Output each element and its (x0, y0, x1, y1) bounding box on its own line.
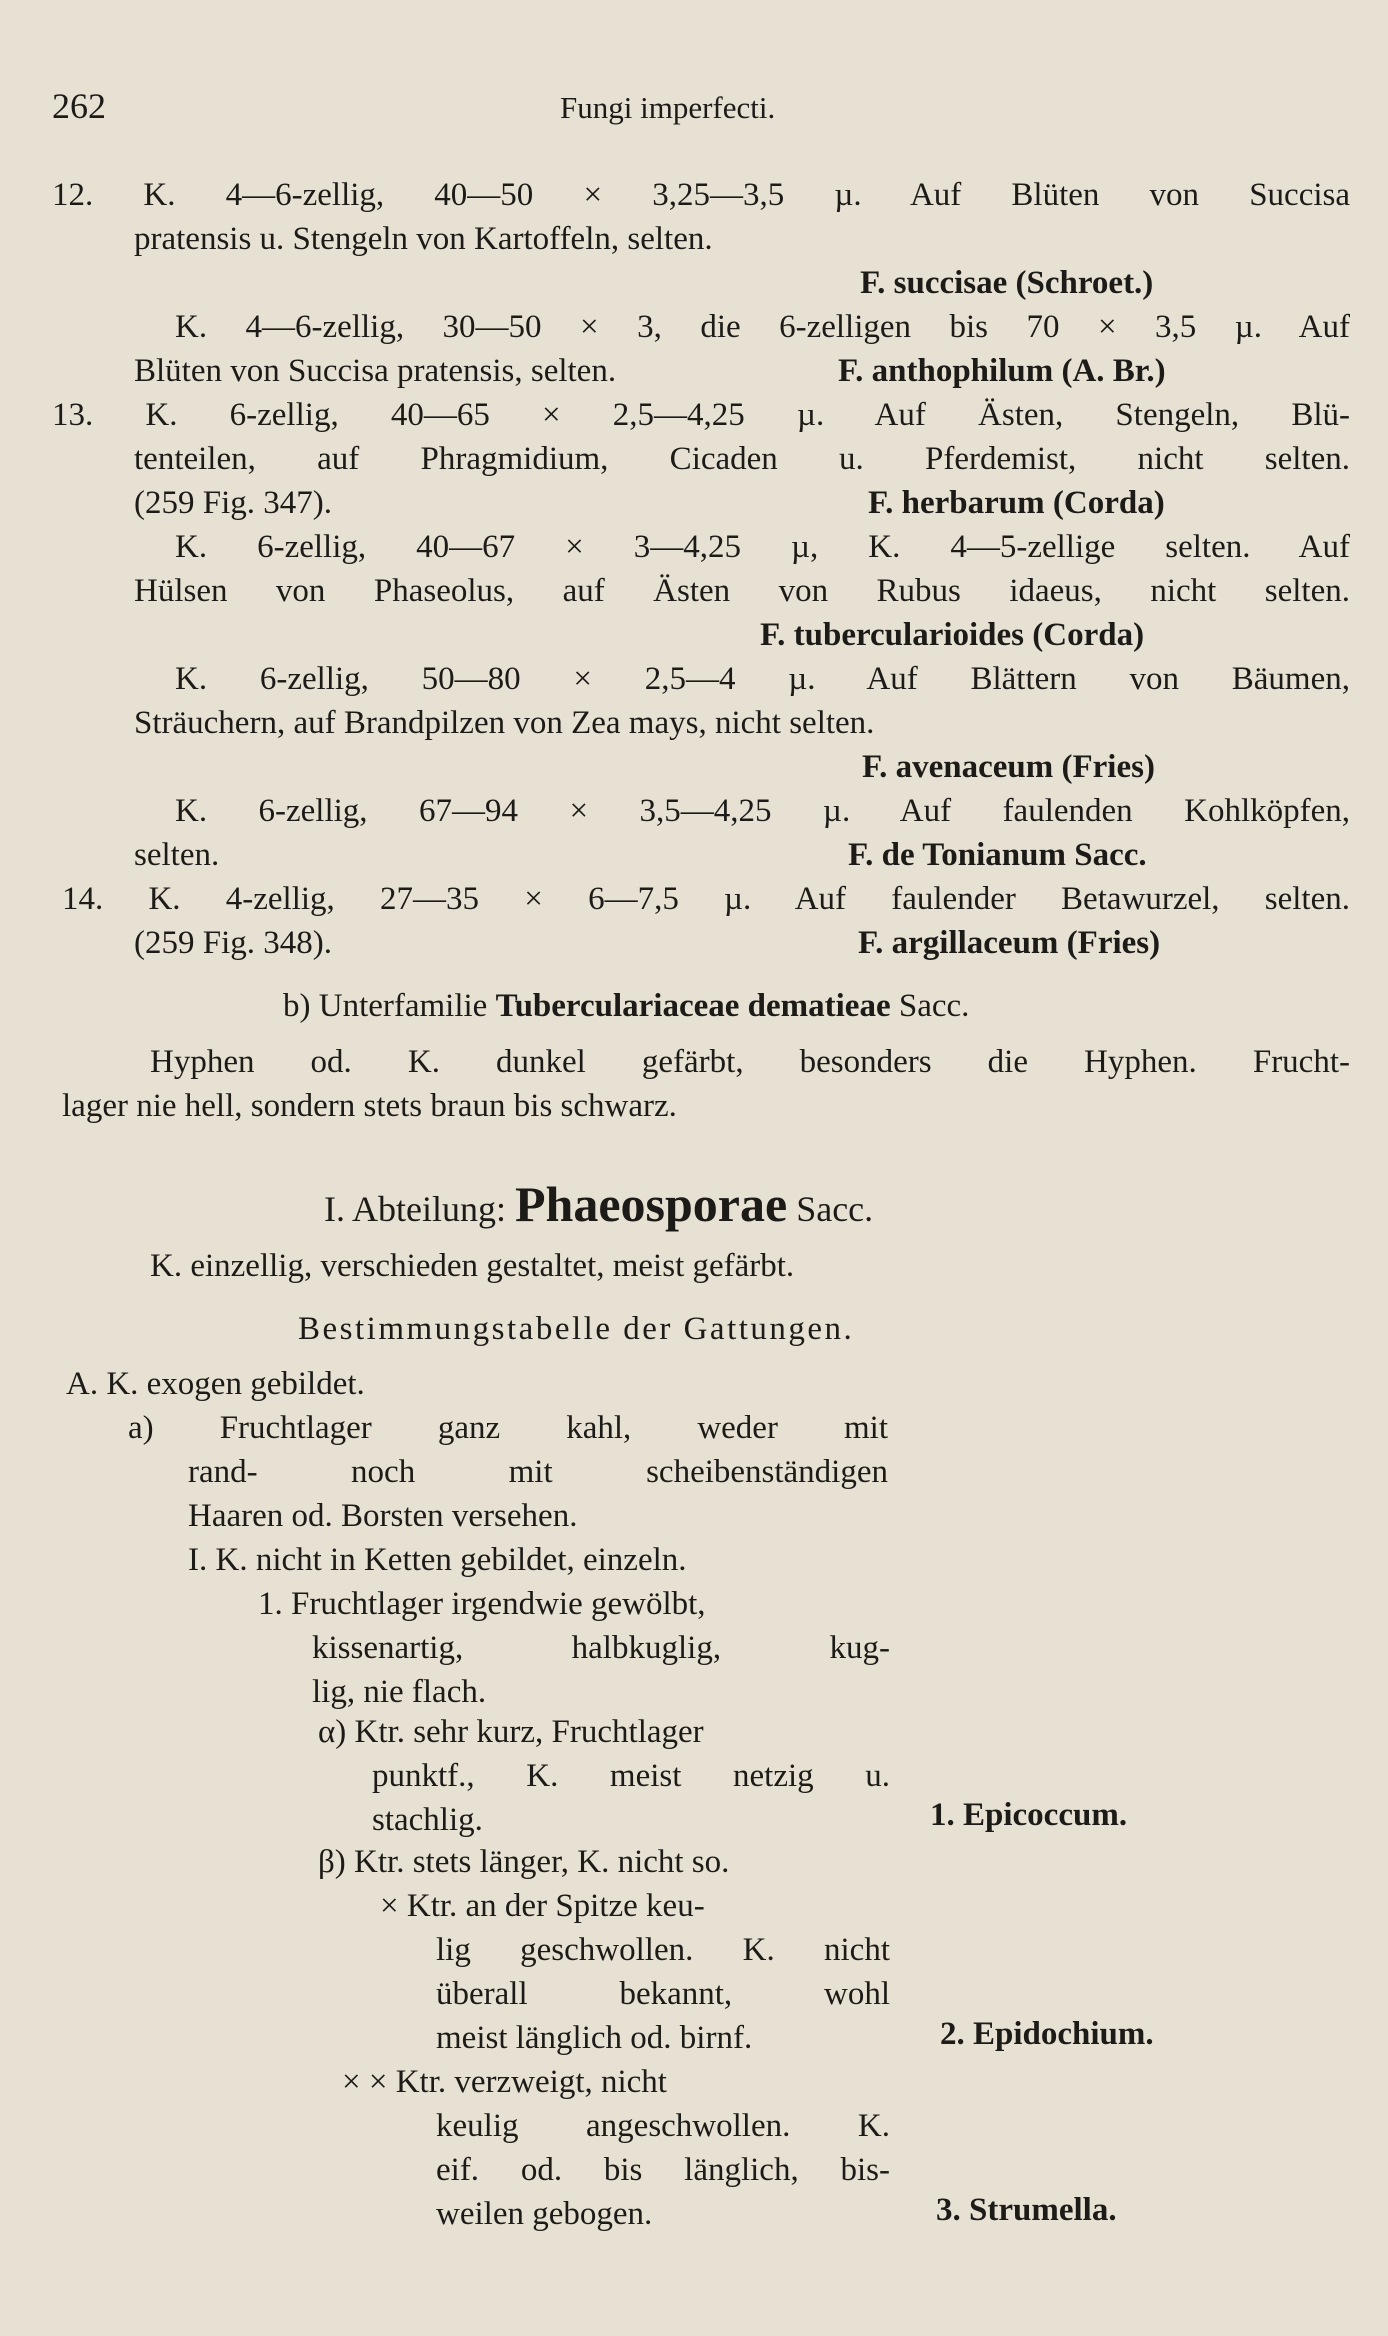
entry-line: Blüten von Succisa pratensis, selten. (134, 353, 617, 389)
species-name: F. argillaceum (Fries) (858, 925, 1161, 961)
entry-line: (259 Fig. 347). (134, 485, 332, 521)
entry-line: Hülsen von Phaseolus, auf Ästen von Rubus idaeus, nicht selten. (134, 573, 1350, 609)
key-line: × Ktr. an der Spitze keu- (380, 1888, 705, 1924)
species-name: F. avenaceum (Fries) (862, 749, 1155, 785)
division-name: Phaeosporae (515, 1176, 788, 1232)
entry-line: 12. K. 4—6-zellig, 40—50 × 3,25—3,5 µ. Auf Blüten von Succisa (52, 177, 1350, 213)
subfamily-desc: lager nie hell, sondern stets braun bis schwarz. (62, 1088, 677, 1124)
page-number: 262 (52, 86, 106, 126)
subfamily-prefix: b) Unterfamilie (283, 988, 488, 1024)
key-line: punktf., K. meist netzig u. (372, 1758, 890, 1794)
key-line: a) Fruchtlager ganz kahl, weder mit (128, 1410, 888, 1446)
genus-name: 2. Epidochium. (940, 2016, 1154, 2052)
key-line: × × Ktr. verzweigt, nicht (342, 2064, 667, 2100)
key-line: weilen gebogen. (436, 2196, 653, 2232)
genus-name: 1. Epicoccum. (930, 1797, 1128, 1833)
species-name: F. herbarum (Corda) (868, 485, 1165, 521)
subfamily-heading (283, 986, 969, 1026)
entry-line: 14. K. 4-zellig, 27—35 × 6—7,5 µ. Auf faulender Betawurzel, selten. (62, 881, 1350, 917)
key-line: meist länglich od. birnf. (436, 2020, 753, 2056)
entry-line: 13. K. 6-zellig, 40—65 × 2,5—4,25 µ. Auf Ästen, Stengeln, Blü- (52, 397, 1350, 433)
key-line: I. K. nicht in Ketten gebildet, einzeln. (188, 1542, 687, 1578)
entry-line: selten. (134, 837, 220, 873)
key-line: Haaren od. Borsten versehen. (188, 1498, 578, 1534)
subfamily-name: Tuberculariaceae dematieae (495, 988, 891, 1024)
key-line: kissenartig, halbkuglig, kug- (312, 1630, 890, 1666)
key-line: eif. od. bis länglich, bis- (436, 2152, 890, 2188)
entry-line: K. 6-zellig, 50—80 × 2,5—4 µ. Auf Blättern von Bäumen, (175, 661, 1350, 697)
entry-line: K. 6-zellig, 40—67 × 3—4,25 µ, K. 4—5-zellige selten. Auf (175, 529, 1350, 565)
entry-line: K. 6-zellig, 67—94 × 3,5—4,25 µ. Auf faulenden Kohlköpfen, (175, 793, 1350, 829)
key-line: stachlig. (372, 1802, 483, 1838)
key-line: keulig angeschwollen. K. (436, 2108, 890, 2144)
genus-name: 3. Strumella. (936, 2192, 1117, 2228)
entry-line: tenteilen, auf Phragmidium, Cicaden u. Pferdemist, nicht selten. (134, 441, 1350, 477)
key-line: überall bekannt, wohl (436, 1976, 890, 2012)
table-heading: Bestimmungstabelle der Gattungen. (298, 1311, 855, 1347)
entry-line: Sträuchern, auf Brandpilzen von Zea mays, nicht selten. (134, 705, 875, 741)
species-name: F. anthophilum (A. Br.) (838, 353, 1166, 389)
entry-line: (259 Fig. 348). (134, 925, 332, 961)
division-heading (324, 1176, 873, 1237)
subfamily-author: Sacc. (898, 988, 970, 1024)
division-author: Sacc. (796, 1189, 874, 1229)
species-name: F. de Tonianum Sacc. (848, 837, 1147, 873)
species-name: F. succisae (Schroet.) (860, 265, 1154, 301)
subfamily-desc: Hyphen od. K. dunkel gefärbt, besonders die Hyphen. Frucht- (150, 1044, 1350, 1080)
key-line: 1. Fruchtlager irgendwie gewölbt, (258, 1586, 706, 1622)
entry-line: pratensis u. Stengeln von Kartoffeln, selten. (134, 221, 713, 257)
key-line: α) Ktr. sehr kurz, Fruchtlager (318, 1714, 704, 1750)
key-line: lig, nie flach. (312, 1674, 487, 1710)
key-line: β) Ktr. stets länger, K. nicht so. (318, 1844, 730, 1880)
division-prefix: I. Abteilung: (324, 1189, 506, 1229)
key-line: lig geschwollen. K. nicht (436, 1932, 890, 1968)
division-desc: K. einzellig, verschieden gestaltet, meist gefärbt. (150, 1248, 795, 1284)
species-name: F. tubercularioides (Corda) (760, 617, 1145, 653)
running-title: Fungi imperfecti. (560, 90, 776, 125)
entry-line: K. 4—6-zellig, 30—50 × 3, die 6-zelligen bis 70 × 3,5 µ. Auf (175, 309, 1350, 345)
key-line: A. K. exogen gebildet. (66, 1366, 365, 1402)
key-line: rand- noch mit scheibenständigen (188, 1454, 888, 1490)
